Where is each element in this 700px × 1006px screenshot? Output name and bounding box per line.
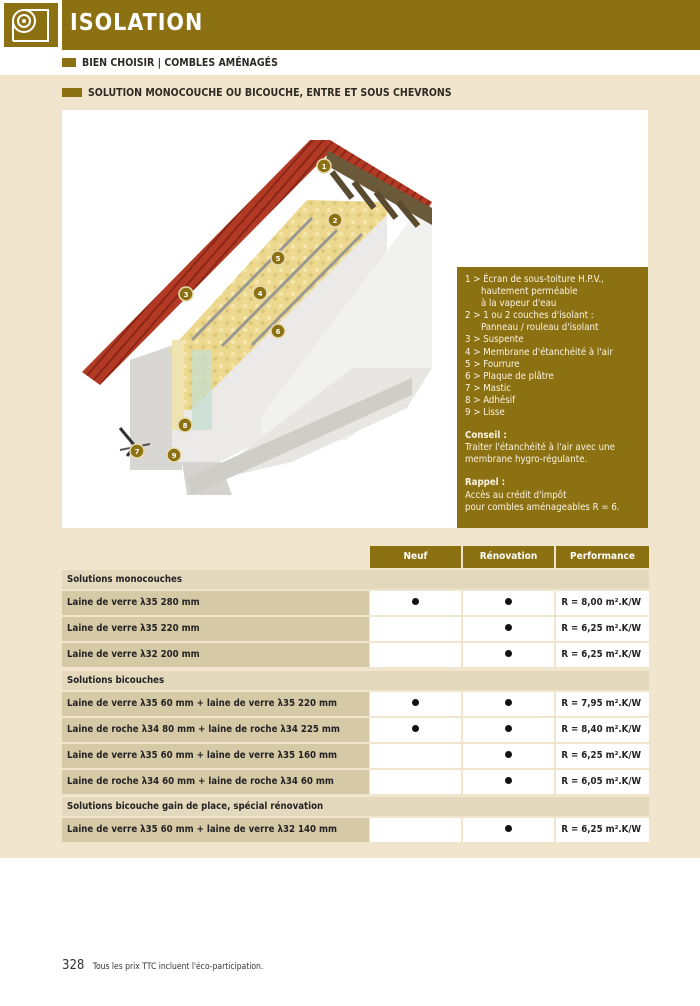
marker-5 <box>271 251 285 265</box>
performance-cell: R = 7,95 m².K/W <box>556 692 649 716</box>
bullet-icon <box>412 598 419 605</box>
performance-cell: R = 6,05 m².K/W <box>556 770 649 794</box>
svg-text:1: 1 <box>321 163 327 171</box>
legend-item: 6 > Plaque de plâtre <box>465 370 554 382</box>
svg-text:7: 7 <box>134 448 140 456</box>
table-row-label: Laine de verre λ35 220 mm <box>62 617 369 641</box>
renovation-cell <box>463 617 554 641</box>
legend-item: 9 > Lisse <box>465 407 505 419</box>
performance-cell: R = 6,25 m².K/W <box>556 643 649 667</box>
section-heading-solution: SOLUTION MONOCOUCHE OU BICOUCHE, ENTRE ET SOUS CHEVRONS <box>62 87 452 99</box>
conseil-line: membrane hygro-régulante. <box>465 454 588 466</box>
legend-item: 4 > Membrane d'étanchéité à l'air <box>465 346 613 358</box>
conseil-line: Traiter l'étanchéité à l'air avec une <box>465 442 615 454</box>
legend-item-cont: Panneau / rouleau d'isolant <box>481 322 599 334</box>
bullet-icon <box>505 825 512 832</box>
bullet-icon <box>505 725 512 732</box>
neuf-cell <box>370 617 461 641</box>
table-row-label: Laine de verre λ35 60 mm + laine de verre λ32 140 mm <box>62 818 369 842</box>
renovation-cell <box>463 818 554 842</box>
neuf-cell <box>370 718 461 742</box>
svg-text:5: 5 <box>275 255 281 263</box>
svg-text:9: 9 <box>171 452 177 460</box>
performance-cell: R = 6,25 m².K/W <box>556 818 649 842</box>
col-header-renovation: Rénovation <box>463 546 554 568</box>
neuf-cell <box>370 692 461 716</box>
table-group-header: Solutions monocouches <box>62 570 649 589</box>
marker-1 <box>317 159 331 173</box>
table-group-header: Solutions bicouches <box>62 671 649 690</box>
page-footer <box>62 958 263 973</box>
rappel-line: Accès au crédit d'impôt <box>465 489 567 501</box>
marker-2 <box>328 213 342 227</box>
marker-8 <box>178 418 192 432</box>
svg-text:8: 8 <box>182 422 188 430</box>
marker-4 <box>253 286 267 300</box>
renovation-cell <box>463 770 554 794</box>
page-number: 328 <box>62 958 85 973</box>
svg-text:3: 3 <box>183 291 189 299</box>
renovation-cell <box>463 591 554 615</box>
rappel-line: pour combles aménageables R = 6. <box>465 501 620 513</box>
legend-item: 3 > Suspente <box>465 334 524 346</box>
bullet-icon <box>505 699 512 706</box>
neuf-cell <box>370 643 461 667</box>
insulation-roll-icon <box>0 0 62 50</box>
table-row-label: Laine de verre λ35 60 mm + laine de verre λ35 160 mm <box>62 744 369 768</box>
col-header-neuf: Neuf <box>370 546 461 568</box>
section-heading-choose: BIEN CHOISIR | COMBLES AMÉNAGÉS <box>62 57 278 69</box>
marker-7 <box>130 444 144 458</box>
marker-6 <box>271 324 285 338</box>
table-row-label: Laine de verre λ35 60 mm + laine de verre λ35 220 mm <box>62 692 369 716</box>
performance-cell: R = 6,25 m².K/W <box>556 617 649 641</box>
legend-item: 1 > Écran de sous-toiture H.P.V., <box>465 274 604 285</box>
svg-text:6: 6 <box>275 328 281 336</box>
bullet-icon <box>505 751 512 758</box>
renovation-cell <box>463 692 554 716</box>
bullet-icon <box>505 598 512 605</box>
legend-item: 5 > Fourrure <box>465 358 520 370</box>
bullet-icon <box>505 650 512 657</box>
neuf-cell <box>370 591 461 615</box>
bullet-icon <box>505 777 512 784</box>
legend-item: 7 > Mastic <box>465 382 511 394</box>
table-row-label: Laine de verre λ35 280 mm <box>62 591 369 615</box>
page-header <box>0 0 700 50</box>
renovation-cell <box>463 718 554 742</box>
bullet-icon <box>412 699 419 706</box>
page-title: ISOLATION <box>70 10 204 36</box>
marker-9 <box>167 448 181 462</box>
table-row-label: Laine de verre λ32 200 mm <box>62 643 369 667</box>
performance-cell: R = 8,00 m².K/W <box>556 591 649 615</box>
conseil-title: Conseil : <box>465 430 507 442</box>
neuf-cell <box>370 770 461 794</box>
renovation-cell <box>463 744 554 768</box>
footer-note: Tous les prix TTC incluent l'éco-participation. <box>92 962 264 972</box>
table-group-header: Solutions bicouche gain de place, spécial rénovation <box>62 797 649 816</box>
marker-3 <box>179 287 193 301</box>
performance-cell: R = 6,25 m².K/W <box>556 744 649 768</box>
performance-cell: R = 8,40 m².K/W <box>556 718 649 742</box>
renovation-cell <box>463 643 554 667</box>
bullet-icon <box>412 725 419 732</box>
legend-item-cont: à la vapeur d'eau <box>481 298 557 310</box>
legend-item: 2 > 1 ou 2 couches d'isolant : <box>465 310 594 322</box>
legend-item: 8 > Adhésif <box>465 394 516 406</box>
svg-text:4: 4 <box>257 290 263 298</box>
col-header-performance: Performance <box>556 546 649 568</box>
rappel-title: Rappel : <box>465 477 506 489</box>
table-row-label: Laine de roche λ34 60 mm + laine de roche λ34 60 mm <box>62 770 369 794</box>
table-row-label: Laine de roche λ34 80 mm + laine de roche λ34 225 mm <box>62 718 369 742</box>
svg-text:2: 2 <box>332 217 338 225</box>
neuf-cell <box>370 744 461 768</box>
legend-item-cont: hautement perméable <box>481 286 578 298</box>
diagram-legend <box>457 267 648 528</box>
bullet-icon <box>505 624 512 631</box>
neuf-cell <box>370 818 461 842</box>
